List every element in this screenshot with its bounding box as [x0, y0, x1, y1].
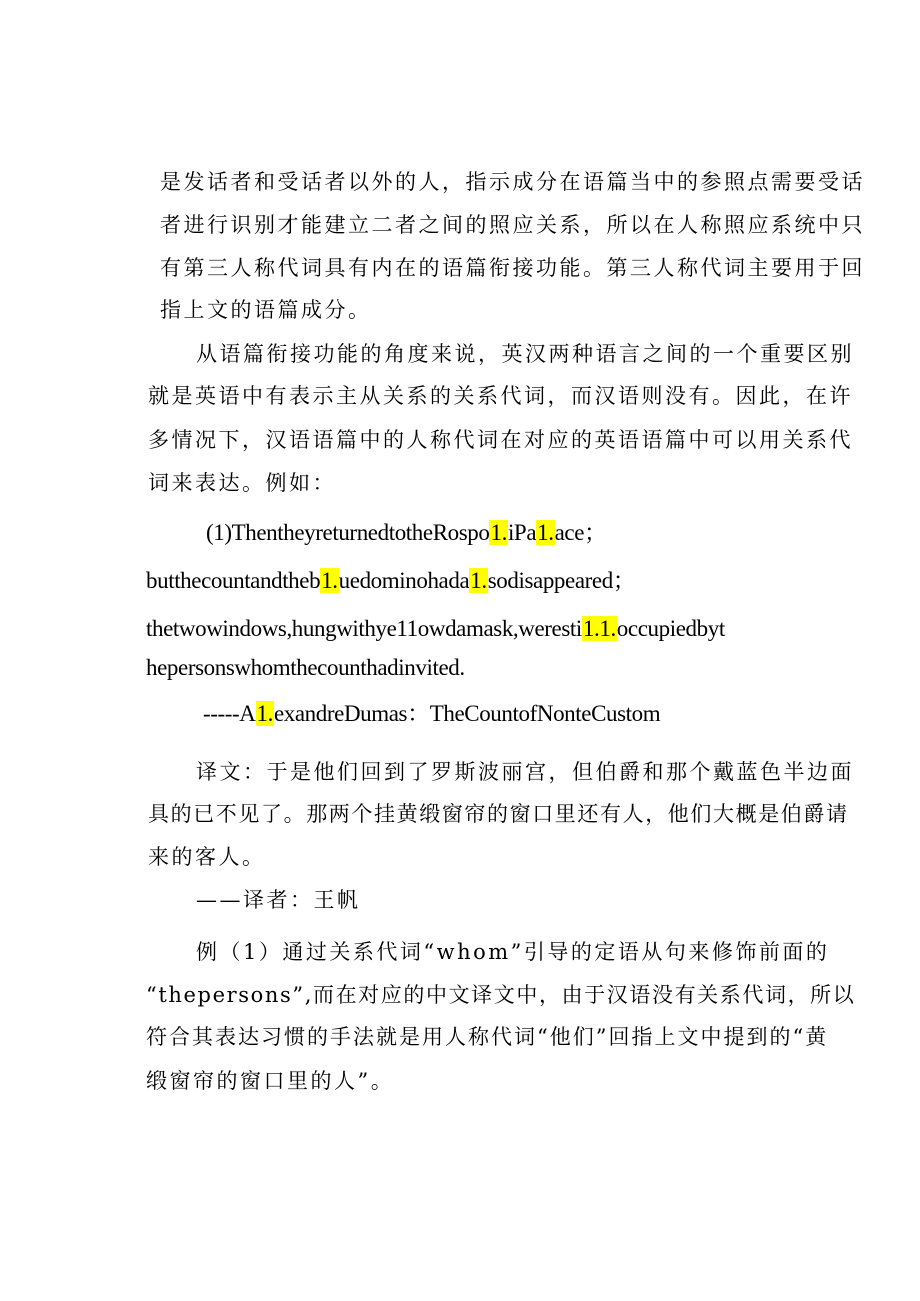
paragraph-1-line-1: 是发话者和受话者以外的人，指示成分在语篇当中的参照点需要受话 — [160, 170, 865, 194]
example-text: -----A — [203, 701, 256, 726]
example-text: uedominohada — [338, 568, 470, 593]
analysis-line-4: 缎窗帘的窗口里的人”。 — [146, 1069, 395, 1093]
example-text: iPa — [507, 520, 537, 545]
example-text: occupiedbyt — [616, 616, 725, 641]
paragraph-2-line-1: 从语篇衔接功能的角度来说，英汉两种语言之间的一个重要区别 — [196, 342, 854, 366]
highlight-mark: 1.1. — [582, 616, 616, 641]
analysis-line-1: 例（1）通过关系代词“whom”引导的定语从句来修饰前面的 — [196, 940, 830, 964]
highlight-mark: 1. — [537, 520, 554, 545]
translation-line-2: 具的已不见了。那两个挂黄缎窗帘的窗口里还有人，他们大概是伯爵请 — [148, 802, 849, 826]
paragraph-2-line-3: 多情况下，汉语语篇中的人称代词在对应的英语语篇中可以用关系代 — [148, 428, 853, 452]
example-text: exandreDumas：TheCountofNonteCustom — [273, 701, 661, 726]
example-text: butthecountandtheb — [146, 568, 321, 593]
example-text: (1)ThentheyreturnedtotheRospo — [206, 520, 490, 545]
example-text: thetwowindows,hungwithye11owdamask,weresti — [146, 616, 582, 641]
example-source — [203, 702, 660, 725]
example-text: sodisappeared； — [487, 568, 636, 593]
translation-line-3: 来的客人。 — [148, 845, 266, 869]
analysis-line-3: 符合其表达习惯的手法就是用人称代词“他们”回指上文中提到的“黄 — [146, 1025, 829, 1049]
paragraph-1-line-2: 者进行识别才能建立二者之间的照应关系，所以在人称照应系统中只 — [160, 213, 865, 237]
translation-line-1: 译文：于是他们回到了罗斯波丽宫，但伯爵和那个戴蓝色半边面 — [196, 760, 854, 784]
highlight-mark: 1. — [321, 568, 338, 593]
translator-credit: ——译者：王帆 — [196, 888, 361, 912]
paragraph-2-line-2: 就是英语中有表示主从关系的关系代词，而汉语则没有。因此，在许 — [148, 384, 853, 408]
highlight-mark: 1. — [256, 701, 273, 726]
analysis-line-2: “thepersons”,而在对应的中文译文中，由于汉语没有关系代词，所以 — [146, 983, 856, 1007]
example-line-1 — [206, 521, 607, 544]
highlight-mark: 1. — [490, 520, 507, 545]
example-text: ace； — [554, 520, 607, 545]
highlight-mark: 1. — [470, 568, 487, 593]
paragraph-1-line-4: 指上文的语篇成分。 — [160, 298, 372, 322]
paragraph-2-line-4: 词来表达。例如： — [148, 471, 336, 495]
example-line-3 — [146, 617, 725, 640]
example-line-2 — [146, 569, 635, 592]
example-line-4: hepersonswhomthecounthadinvited. — [146, 655, 465, 680]
paragraph-1-line-3: 有第三人称代词具有内在的语篇衔接功能。第三人称代词主要用于回 — [160, 256, 865, 280]
